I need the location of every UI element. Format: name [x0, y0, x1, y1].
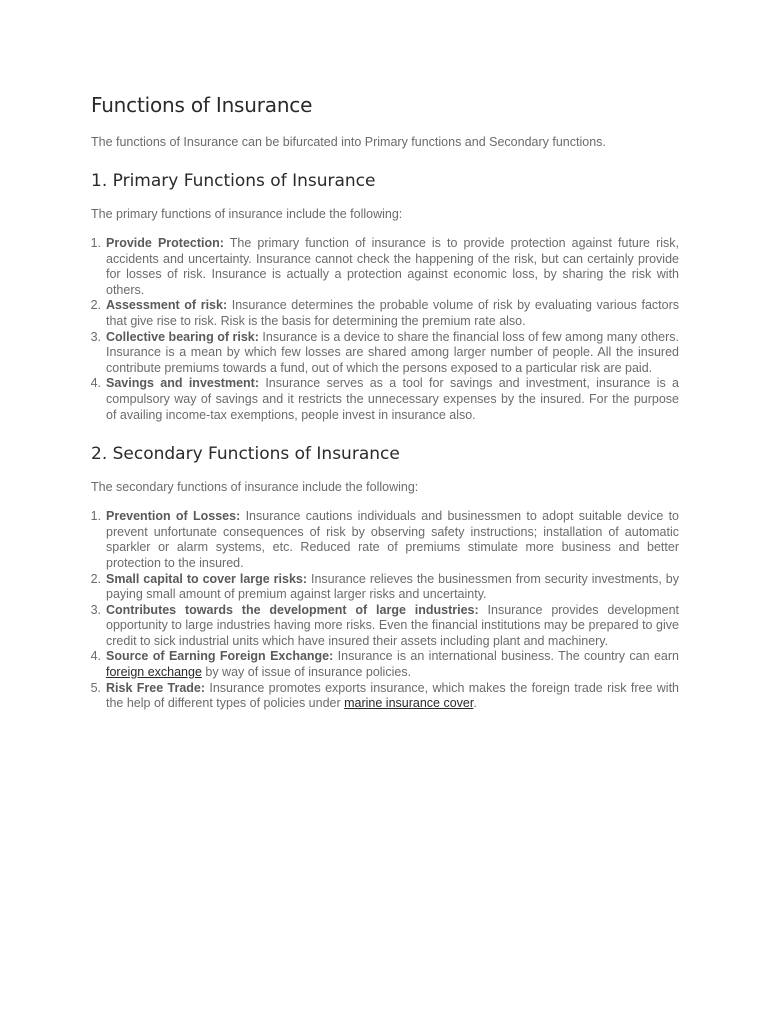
list-item	[91, 603, 679, 650]
list-item-text: Insurance promotes exports insurance, which makes the foreign trade risk free with the help of different types of policies under	[106, 680, 679, 711]
list-item-text: Insurance is an international business. The country can earn	[333, 649, 679, 664]
list-number: 2.	[90, 298, 101, 313]
list-item-text: Insurance determines the probable volume of risk by evaluating various factors that give rise to risk. Risk is the basis for determining the premium rate also.	[106, 298, 679, 328]
list-number: 4.	[90, 376, 101, 391]
list-item	[91, 649, 679, 680]
list-item	[91, 330, 679, 377]
list-item-text: Insurance provides development opportunity to large industries having more risks. Even the financial institutions may be prepared to give credit to sick industrial units which have insured their assets including plant and machinery.	[106, 602, 680, 648]
list-number: 1.	[90, 509, 101, 524]
list-item-text: .	[473, 696, 477, 711]
list-item-term: Provide Protection:	[106, 236, 224, 250]
secondary-functions-list	[91, 509, 679, 712]
list-item-term: Assessment of risk:	[106, 298, 228, 313]
primary-functions-lead: The primary functions of insurance include the following:	[91, 207, 403, 221]
secondary-functions-lead: The secondary functions of insurance include the following:	[91, 480, 419, 495]
foreign-exchange-link[interactable]: foreign exchange	[106, 665, 202, 680]
list-item	[91, 376, 679, 423]
list-item-term: Prevention of Losses:	[106, 509, 241, 524]
list-item-term: Risk Free Trade:	[106, 680, 206, 695]
list-item	[91, 572, 679, 603]
list-item-text: by way of issue of insurance policies.	[201, 665, 412, 680]
primary-functions-heading: 1. Primary Functions of Insurance	[91, 171, 376, 191]
list-item	[91, 509, 679, 571]
list-item-term: Small capital to cover large risks:	[106, 571, 308, 586]
list-item-text: Insurance serves as a tool for savings and investment, insurance is a compulsory way of savings and it restricts the unnecessary expenses by the insured. For the purpose of availing income-tax exemptions, people invest in insurance also.	[106, 376, 679, 422]
secondary-functions-heading: 2. Secondary Functions of Insurance	[91, 444, 400, 465]
list-number: 1.	[90, 236, 101, 250]
list-item-term: Savings and investment:	[106, 376, 259, 391]
list-number: 3.	[90, 602, 101, 617]
list-item	[91, 236, 679, 298]
document-content	[91, 92, 679, 712]
list-number: 4.	[90, 649, 101, 664]
list-item-term: Contributes towards the development of large industries:	[106, 602, 479, 617]
list-item	[91, 298, 679, 329]
marine-insurance-cover-link[interactable]: marine insurance cover	[344, 696, 474, 711]
list-item-term: Collective bearing of risk:	[106, 329, 259, 344]
primary-functions-list	[91, 236, 679, 423]
list-item-term: Source of Earning Foreign Exchange:	[106, 649, 334, 664]
list-number: 2.	[90, 571, 101, 586]
list-item-text: Insurance is a device to share the financial loss of few among many others. Insurance is a mean by which few losses are shared among larger number of people. All the insured contribute premiums towards a fund, out of which the persons exposed to a particular risk are paid.	[106, 329, 679, 375]
list-number: 5.	[90, 680, 101, 695]
list-item	[91, 681, 679, 712]
list-item-text: Insurance relieves the businessmen from security investments, by paying small amount of premium against larger risks and uncertainty.	[106, 571, 680, 602]
intro-paragraph: The functions of Insurance can be bifurcated into Primary functions and Secondary functions.	[91, 135, 606, 149]
list-item-text: The primary function of insurance is to provide protection against future risk, accidents and uncertainty. Insurance cannot check the happening of the risk, but can certainly provide for losses of risk. Insurance is actually a protection against economic loss, by sharing the risk with others.	[106, 236, 679, 297]
list-number: 3.	[90, 329, 101, 344]
page-title: Functions of Insurance	[91, 93, 313, 117]
list-item-text: Insurance cautions individuals and businessmen to adopt suitable device to prevent unfortunate consequences of risk by observing safety instructions; installation of automatic sparkler or alarm systems, etc. Reduced rate of premiums stimulate more business and better protection to the insured.	[106, 509, 680, 570]
